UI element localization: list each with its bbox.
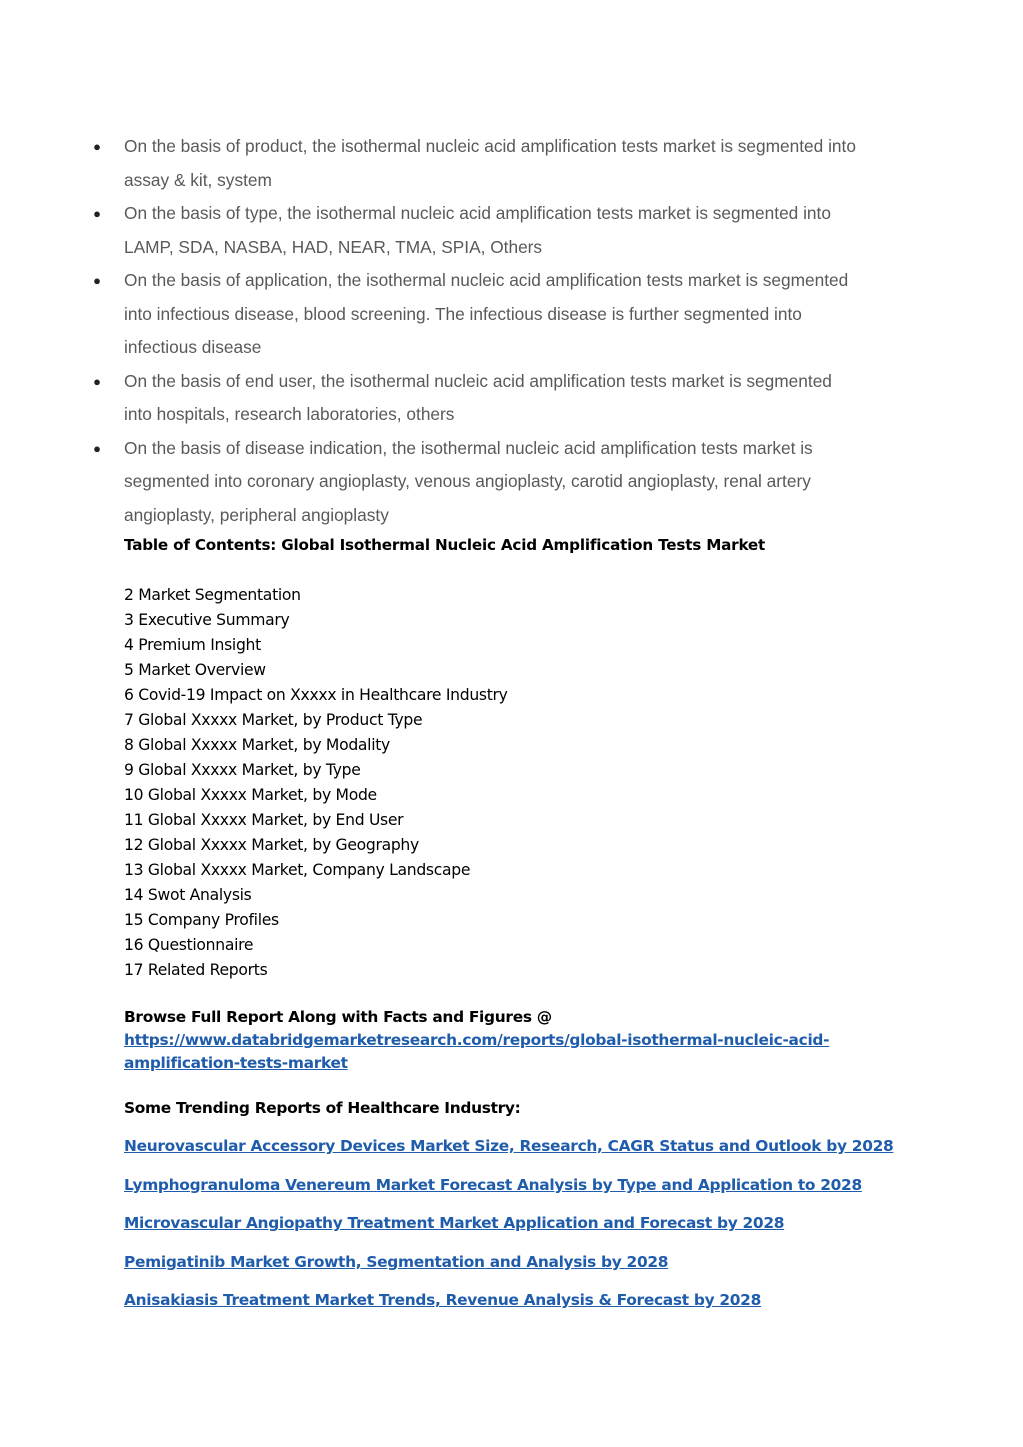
segment-line: segmented into coronary angioplasty, venous angioplasty, carotid angioplasty, renal artery	[124, 471, 811, 491]
segment-line: On the basis of end user, the isothermal nucleic acid amplification tests market is segmented	[124, 370, 832, 391]
trending-reports-title: Some Trending Reports of Healthcare Industry:	[124, 1099, 521, 1117]
trending-report-link[interactable]: Anisakiasis Treatment Market Trends, Revenue Analysis & Forecast by 2028	[124, 1291, 761, 1310]
toc-item: 8 Global Xxxxx Market, by Modality	[124, 736, 390, 754]
segment-line: assay & kit, system	[124, 169, 272, 190]
segment-line: into infectious disease, blood screening. The infectious disease is further segmented into	[124, 303, 802, 324]
toc-item: 6 Covid-19 Impact on Xxxxx in Healthcare Industry	[124, 686, 508, 704]
bullet-icon: ●	[93, 440, 101, 456]
trending-report-link[interactable]: Lymphogranuloma Venereum Market Forecast Analysis by Type and Application to 2028	[124, 1175, 862, 1194]
toc-item: 7 Global Xxxxx Market, by Product Type	[124, 711, 423, 729]
toc-list	[124, 583, 508, 983]
browse-report-label: Browse Full Report Along with Facts and Figures @	[124, 1008, 552, 1026]
segment-line: On the basis of product, the isothermal nucleic acid amplification tests market is segmented into	[124, 136, 856, 156]
toc-item: 10 Global Xxxxx Market, by Mode	[124, 786, 377, 804]
segment-line: On the basis of disease indication, the isothermal nucleic acid amplification tests market is	[124, 437, 813, 458]
toc-item: 14 Swot Analysis	[124, 886, 252, 904]
toc-item: 15 Company Profiles	[124, 911, 279, 929]
segment-line: angioplasty, peripheral angioplasty	[124, 504, 389, 525]
toc-item: 4 Premium Insight	[124, 636, 261, 654]
toc-item: 11 Global Xxxxx Market, by End User	[124, 811, 404, 829]
segmentation-item-type	[90, 197, 920, 264]
segment-line: On the basis of application, the isothermal nucleic acid amplification tests market is segmented	[124, 270, 849, 290]
toc-item: 16 Questionnaire	[124, 936, 254, 954]
trending-report-link[interactable]: Microvascular Angiopathy Treatment Market Application and Forecast by 2028	[124, 1214, 785, 1233]
list-item	[124, 1291, 893, 1330]
segment-line: On the basis of type, the isothermal nucleic acid amplification tests market is segmented into	[124, 203, 831, 223]
segmentation-item-application	[90, 264, 920, 365]
segment-line: LAMP, SDA, NASBA, HAD, NEAR, TMA, SPIA, Others	[124, 236, 543, 257]
list-item	[124, 1176, 893, 1215]
toc-item: 3 Executive Summary	[124, 611, 290, 629]
report-url-line: amplification-tests-market	[124, 1054, 348, 1072]
segment-line: into hospitals, research laboratories, others	[124, 404, 455, 424]
segmentation-list	[90, 130, 920, 532]
list-item	[124, 1137, 893, 1176]
segment-line: infectious disease	[124, 337, 262, 357]
toc-title: Table of Contents: Global Isothermal Nucleic Acid Amplification Tests Market	[124, 536, 766, 554]
list-item	[124, 1214, 893, 1253]
bullet-icon: ●	[93, 206, 101, 221]
toc-item: 12 Global Xxxxx Market, by Geography	[124, 836, 419, 854]
bullet-icon: ●	[93, 139, 101, 154]
trending-report-link[interactable]: Pemigatinib Market Growth, Segmentation and Analysis by 2028	[124, 1252, 669, 1271]
report-url-line: https://www.databridgemarketresearch.com/reports/global-isothermal-nucleic-acid-	[124, 1031, 830, 1049]
trending-report-link[interactable]: Neurovascular Accessory Devices Market Size, Research, CAGR Status and Outlook by 2028	[124, 1137, 894, 1155]
toc-item: 17 Related Reports	[124, 961, 268, 979]
report-url-link[interactable]	[124, 1029, 884, 1075]
segmentation-item-disease-indication	[90, 432, 920, 533]
browse-report-block	[124, 1006, 884, 1075]
toc-item: 9 Global Xxxxx Market, by Type	[124, 761, 361, 779]
bullet-icon: ●	[93, 273, 101, 288]
toc-item: 5 Market Overview	[124, 661, 266, 679]
trending-reports-list	[124, 1137, 893, 1330]
toc-item: 2 Market Segmentation	[124, 586, 301, 604]
toc-item: 13 Global Xxxxx Market, Company Landscape	[124, 861, 471, 879]
segmentation-item-product	[90, 130, 920, 197]
list-item	[124, 1253, 893, 1292]
bullet-icon: ●	[93, 373, 101, 389]
segmentation-item-end-user	[90, 365, 920, 432]
